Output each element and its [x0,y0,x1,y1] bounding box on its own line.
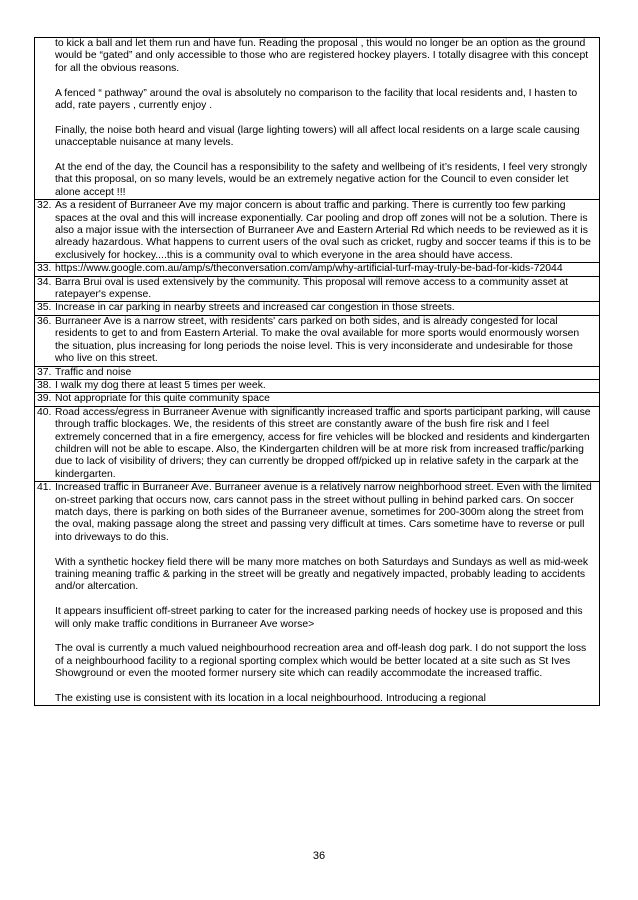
paragraph: Increase in car parking in nearby streets and increased car congestion in those streets. [55,302,455,314]
paragraph: At the end of the day, the Council has a responsibility to the safety and wellbeing of it’s residents, I feel very strongly that this proposal, on so many levels, would be an extremely negative action for the Council to even consider let alone accept !!! [55,162,588,198]
table-row [35,379,599,392]
row-text [55,200,599,262]
row-text [55,316,599,366]
row-number: 36. [37,315,52,327]
row-text [55,302,599,314]
paragraph: Not appropriate for this quite community space [55,393,270,405]
row-text [55,263,599,275]
paragraph: I walk my dog there at least 5 times per week. [55,379,266,391]
paragraph: Barra Brui oval is used extensively by the community. This proposal will remove access to a community asset at ratepayer's expense. [55,276,569,301]
row-number: 32. [37,200,52,212]
paragraph: A fenced “ pathway” around the oval is absolutely no comparison to the facility that local residents and, I hasten to add, rate payers , currently enjoy . [55,87,578,112]
paragraph: As a resident of Burraneer Ave my major concern is about traffic and parking. There is currently too few parking spaces at the oval and this will increase exponentially. Car pooling and drop off zones will not be a solution. There is also a major issue with the intersection of Burraneer Ave and Eastern Arterial Rd which needs to be reviewed as it is already hazardous. What happens to current users of the oval such as cricket, rugby and soccer teams if this is to be exclusively for hockey....this is a community oval to which everyone in the area should have access. [55,200,591,261]
page-number: 36 [312,850,326,862]
table-row [35,199,599,262]
table-row [35,315,599,366]
paragraph: to kick a ball and let them run and have fun. Reading the proposal , this would no longer be an option as the ground would be “gated” and only accessible to those who are registered hockey players. I totally disagree with this concept for all the obvious reasons. [55,38,589,74]
row-text [55,393,599,405]
paragraph: Traffic and noise [55,366,132,378]
row-number [35,38,55,199]
table-row [35,392,599,405]
table-row [35,406,599,481]
paragraph: The oval is currently a much valued neighbourhood recreation area and off-leash dog park. I do not support the loss of a neighbourhood facility to a regional sporting complex which would be better located at a site such as St Ives Showground or even the mooted former nursery site which can readily accommodate the increased traffic. [55,643,587,680]
row-number: 34. [37,276,52,288]
paragraph: Finally, the noise both heard and visual (large lighting towers) will all affect local residents on a large scale causing unacceptable nuisance at many levels. [55,124,580,149]
row-text [55,482,599,705]
row-number: 33. [37,263,52,275]
table-row [35,481,599,705]
paragraph: Increased traffic in Burraneer Ave. Burraneer avenue is a relatively narrow neighborhood street. Even with the limited on-street parking that occurs now, cars cannot pass in the street without pulling in behind parked cars. On soccer match days, there is parking on both sides of the Burraneer avenue, sometimes for 200-300m along the street from the oval, making passage along the street and passing very difficult at times. Cars sometime have to reverse or pull into driveways to do this. [55,482,592,543]
paragraph: Burraneer Ave is a narrow street, with residents' cars parked on both sides, and is already congested for local residents to get to and from Eastern Arterial. To make the oval available for more sports would enormously worsen the situation, plus increasing for long periods the noise level. This is very inconsiderate and undesirable for those who live on this street. [55,315,580,365]
table-row [35,301,599,314]
row-number: 37. [37,366,52,378]
table-row [35,38,599,199]
table-row [35,366,599,379]
row-text [55,367,599,379]
row-number: 35. [37,302,52,314]
row-number: 41. [37,482,52,494]
paragraph: Road access/egress in Burraneer Avenue with significantly increased traffic and sports participant parking, will cause through traffic blockages. We, the residents of this street are constantly aware of the bush fire risk and I feel extremely concerned that in a fire emergency, access for fire vehicles will be blocked and residents and kindergarten children will not be able to escape. Also, the Kindergarten children will be at more risk from increased traffic/parking due to lack of visibility of drivers; they can currently be dropped off/picked up in relative safety in the carpark at the kindergarten. [55,406,591,480]
paragraph: It appears insufficient off-street parking to cater for the increased parking needs of hockey use is proposed and this will only make traffic conditions in Burraneer Ave worse> [55,606,583,630]
row-text [55,380,599,392]
submissions-table [34,37,600,706]
paragraph: https://www.google.com.au/amp/s/theconversation.com/amp/why-artificial-turf-may-truly-be-bad-for-kids-72044 [55,263,563,275]
table-row [35,262,599,275]
row-text [55,38,599,199]
paragraph: The existing use is consistent with its location in a local neighbourhood. Introducing a regional [55,693,486,705]
row-text [55,407,599,481]
row-number: 40. [37,406,52,418]
table-row [35,276,599,302]
row-number: 39. [37,393,52,405]
row-text [55,277,599,302]
paragraph: With a synthetic hockey field there will be many more matches on both Saturdays and Sundays as well as mid-week training meaning traffic & parking in the street will be greatly and negatively impacted, probably leading to accidents and/or altercation. [55,556,589,593]
row-number: 38. [37,379,52,391]
